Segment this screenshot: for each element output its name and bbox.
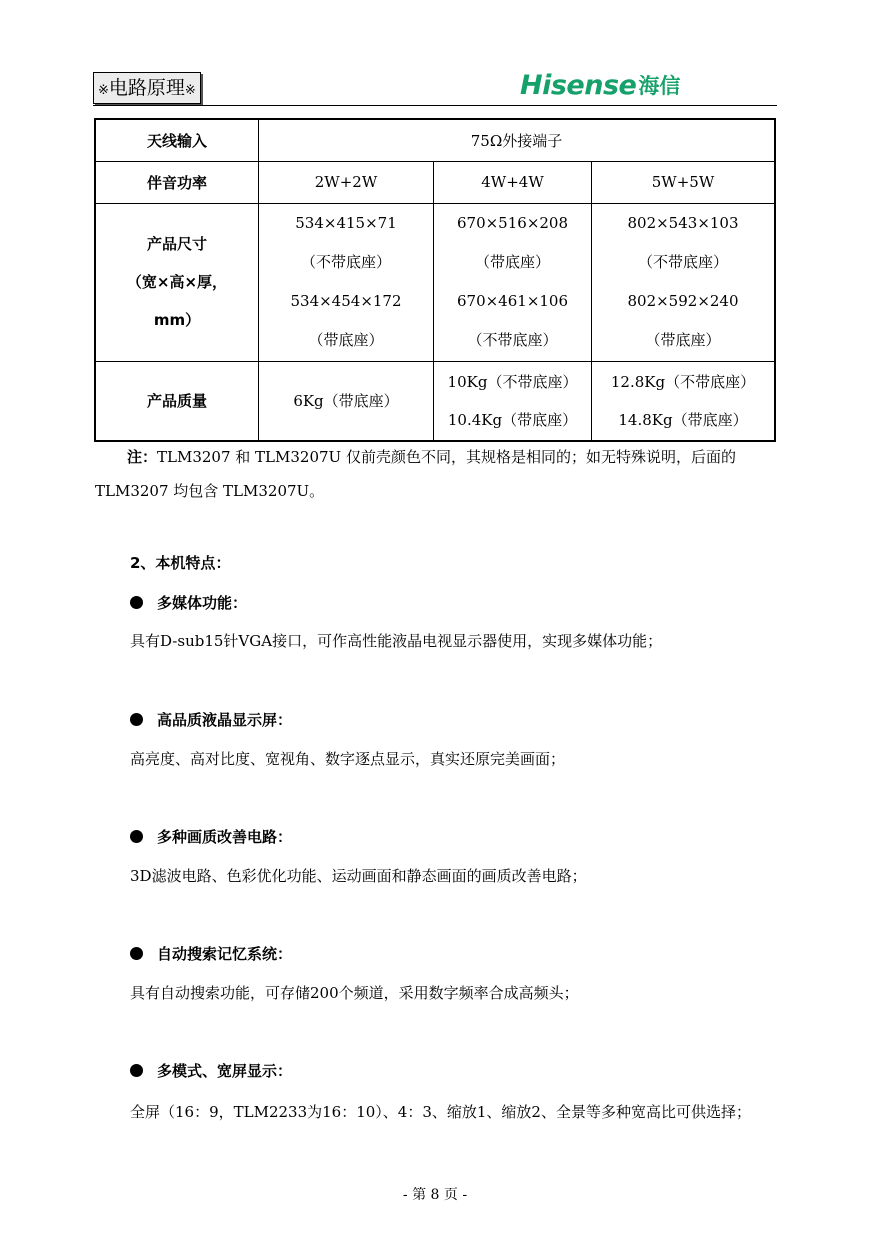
size-cell-line: （带底座）	[308, 331, 384, 349]
ornament-right: ※	[184, 83, 196, 98]
table-note	[95, 440, 777, 508]
size-cell-line: 802×592×240	[627, 292, 739, 310]
size-label-line: 产品尺寸	[146, 235, 207, 253]
section-title: 电路原理	[108, 77, 185, 99]
weight-col-2	[434, 361, 592, 441]
feature-title-multimedia	[130, 592, 247, 613]
feature-desc-multimedia: 具有D-sub15针VGA接口，可作高性能液晶电视显示器使用，实现多媒体功能；	[130, 632, 663, 650]
size-cell-line: 802×543×103	[627, 214, 739, 232]
note-prefix: 注：	[127, 448, 158, 466]
audio-value-1: 2W+2W	[259, 161, 434, 203]
features-heading: 2、本机特点：	[130, 554, 231, 572]
table-row-audio	[95, 161, 775, 203]
feature-title-lcd	[130, 709, 292, 730]
page-number: - 第 8 页 -	[402, 1187, 468, 1203]
weight-cell-line: 14.8Kg（带底座）	[618, 410, 748, 429]
size-label-line: （宽×高×厚，	[126, 273, 228, 291]
audio-value-2: 4W+4W	[434, 161, 592, 203]
size-label-line: mm）	[153, 311, 201, 329]
feature-title-picture	[130, 826, 292, 847]
antenna-value: 75Ω外接端子	[259, 119, 776, 161]
size-cell-line: 534×415×71	[295, 214, 397, 232]
feature-desc-search: 具有自动搜索功能，可存储200个频道，采用数字频率合成高频头；	[130, 984, 579, 1002]
weight-col-1: 6Kg（带底座）	[259, 361, 434, 441]
bullet-icon	[130, 596, 143, 609]
feature-desc-widescreen: 全屏（16：9，TLM2233为16：10）、4：3、缩放1、缩放2、全景等多种宽高比可供选择；	[130, 1103, 751, 1121]
header-divider	[93, 105, 777, 106]
note-text: TLM3207 和 TLM3207U 仅前壳颜色不同，其规格是相同的；如无特殊说明，后面的 TLM3207 均包含 TLM3207U。	[95, 448, 736, 500]
feature-desc-lcd: 高亮度、高对比度、宽视角、数字逐点显示，真实还原完美画面；	[130, 750, 566, 768]
size-cell-line: （不带底座）	[637, 253, 728, 271]
size-cell-line: （带底座）	[645, 331, 721, 349]
audio-value-3: 5W+5W	[592, 161, 776, 203]
feature-title: 多种画质改善电路：	[157, 828, 293, 846]
feature-title: 多媒体功能：	[157, 594, 248, 612]
table-row-weight	[95, 361, 775, 441]
bullet-icon	[130, 947, 143, 960]
brand-cn: 海信	[638, 74, 681, 98]
size-col-3	[592, 203, 776, 361]
table-row-antenna	[95, 119, 775, 161]
feature-desc-picture: 3D滤波电路、色彩优化功能、运动画面和静态画面的画质改善电路；	[130, 867, 587, 885]
size-col-1	[259, 203, 434, 361]
ornament-left: ※	[98, 83, 109, 98]
size-cell-line: 670×516×208	[456, 214, 569, 232]
size-cell-line: （带底座）	[474, 253, 550, 271]
feature-title-search	[130, 943, 292, 964]
feature-title: 自动搜索记忆系统：	[157, 945, 293, 963]
brand-en: Hisense	[520, 69, 637, 101]
size-cell-line: 534×454×172	[290, 292, 402, 310]
size-col-2	[434, 203, 592, 361]
size-cell-line: （不带底座）	[467, 331, 558, 349]
feature-title-widescreen	[130, 1060, 292, 1081]
feature-title: 高品质液晶显示屏：	[157, 711, 293, 729]
bullet-icon	[130, 830, 143, 843]
size-label	[95, 203, 259, 361]
size-cell-line: （不带底座）	[300, 253, 391, 271]
weight-col-3	[592, 361, 776, 441]
weight-cell-line: 10.4Kg（带底座）	[447, 410, 578, 429]
hisense-logo	[520, 68, 680, 102]
audio-label: 伴音功率	[95, 161, 259, 203]
weight-cell-line: 12.8Kg（不带底座）	[610, 372, 756, 391]
spec-table	[94, 118, 776, 442]
feature-title: 多模式、宽屏显示：	[157, 1062, 293, 1080]
weight-label: 产品质量	[95, 361, 259, 441]
size-cell-line: 670×461×106	[456, 292, 569, 310]
bullet-icon	[130, 1064, 143, 1077]
bullet-icon	[130, 713, 143, 726]
table-row-size	[95, 203, 775, 361]
antenna-label: 天线输入	[95, 119, 259, 161]
section-title-box	[93, 72, 201, 104]
weight-cell-line: 10Kg（不带底座）	[447, 372, 578, 391]
